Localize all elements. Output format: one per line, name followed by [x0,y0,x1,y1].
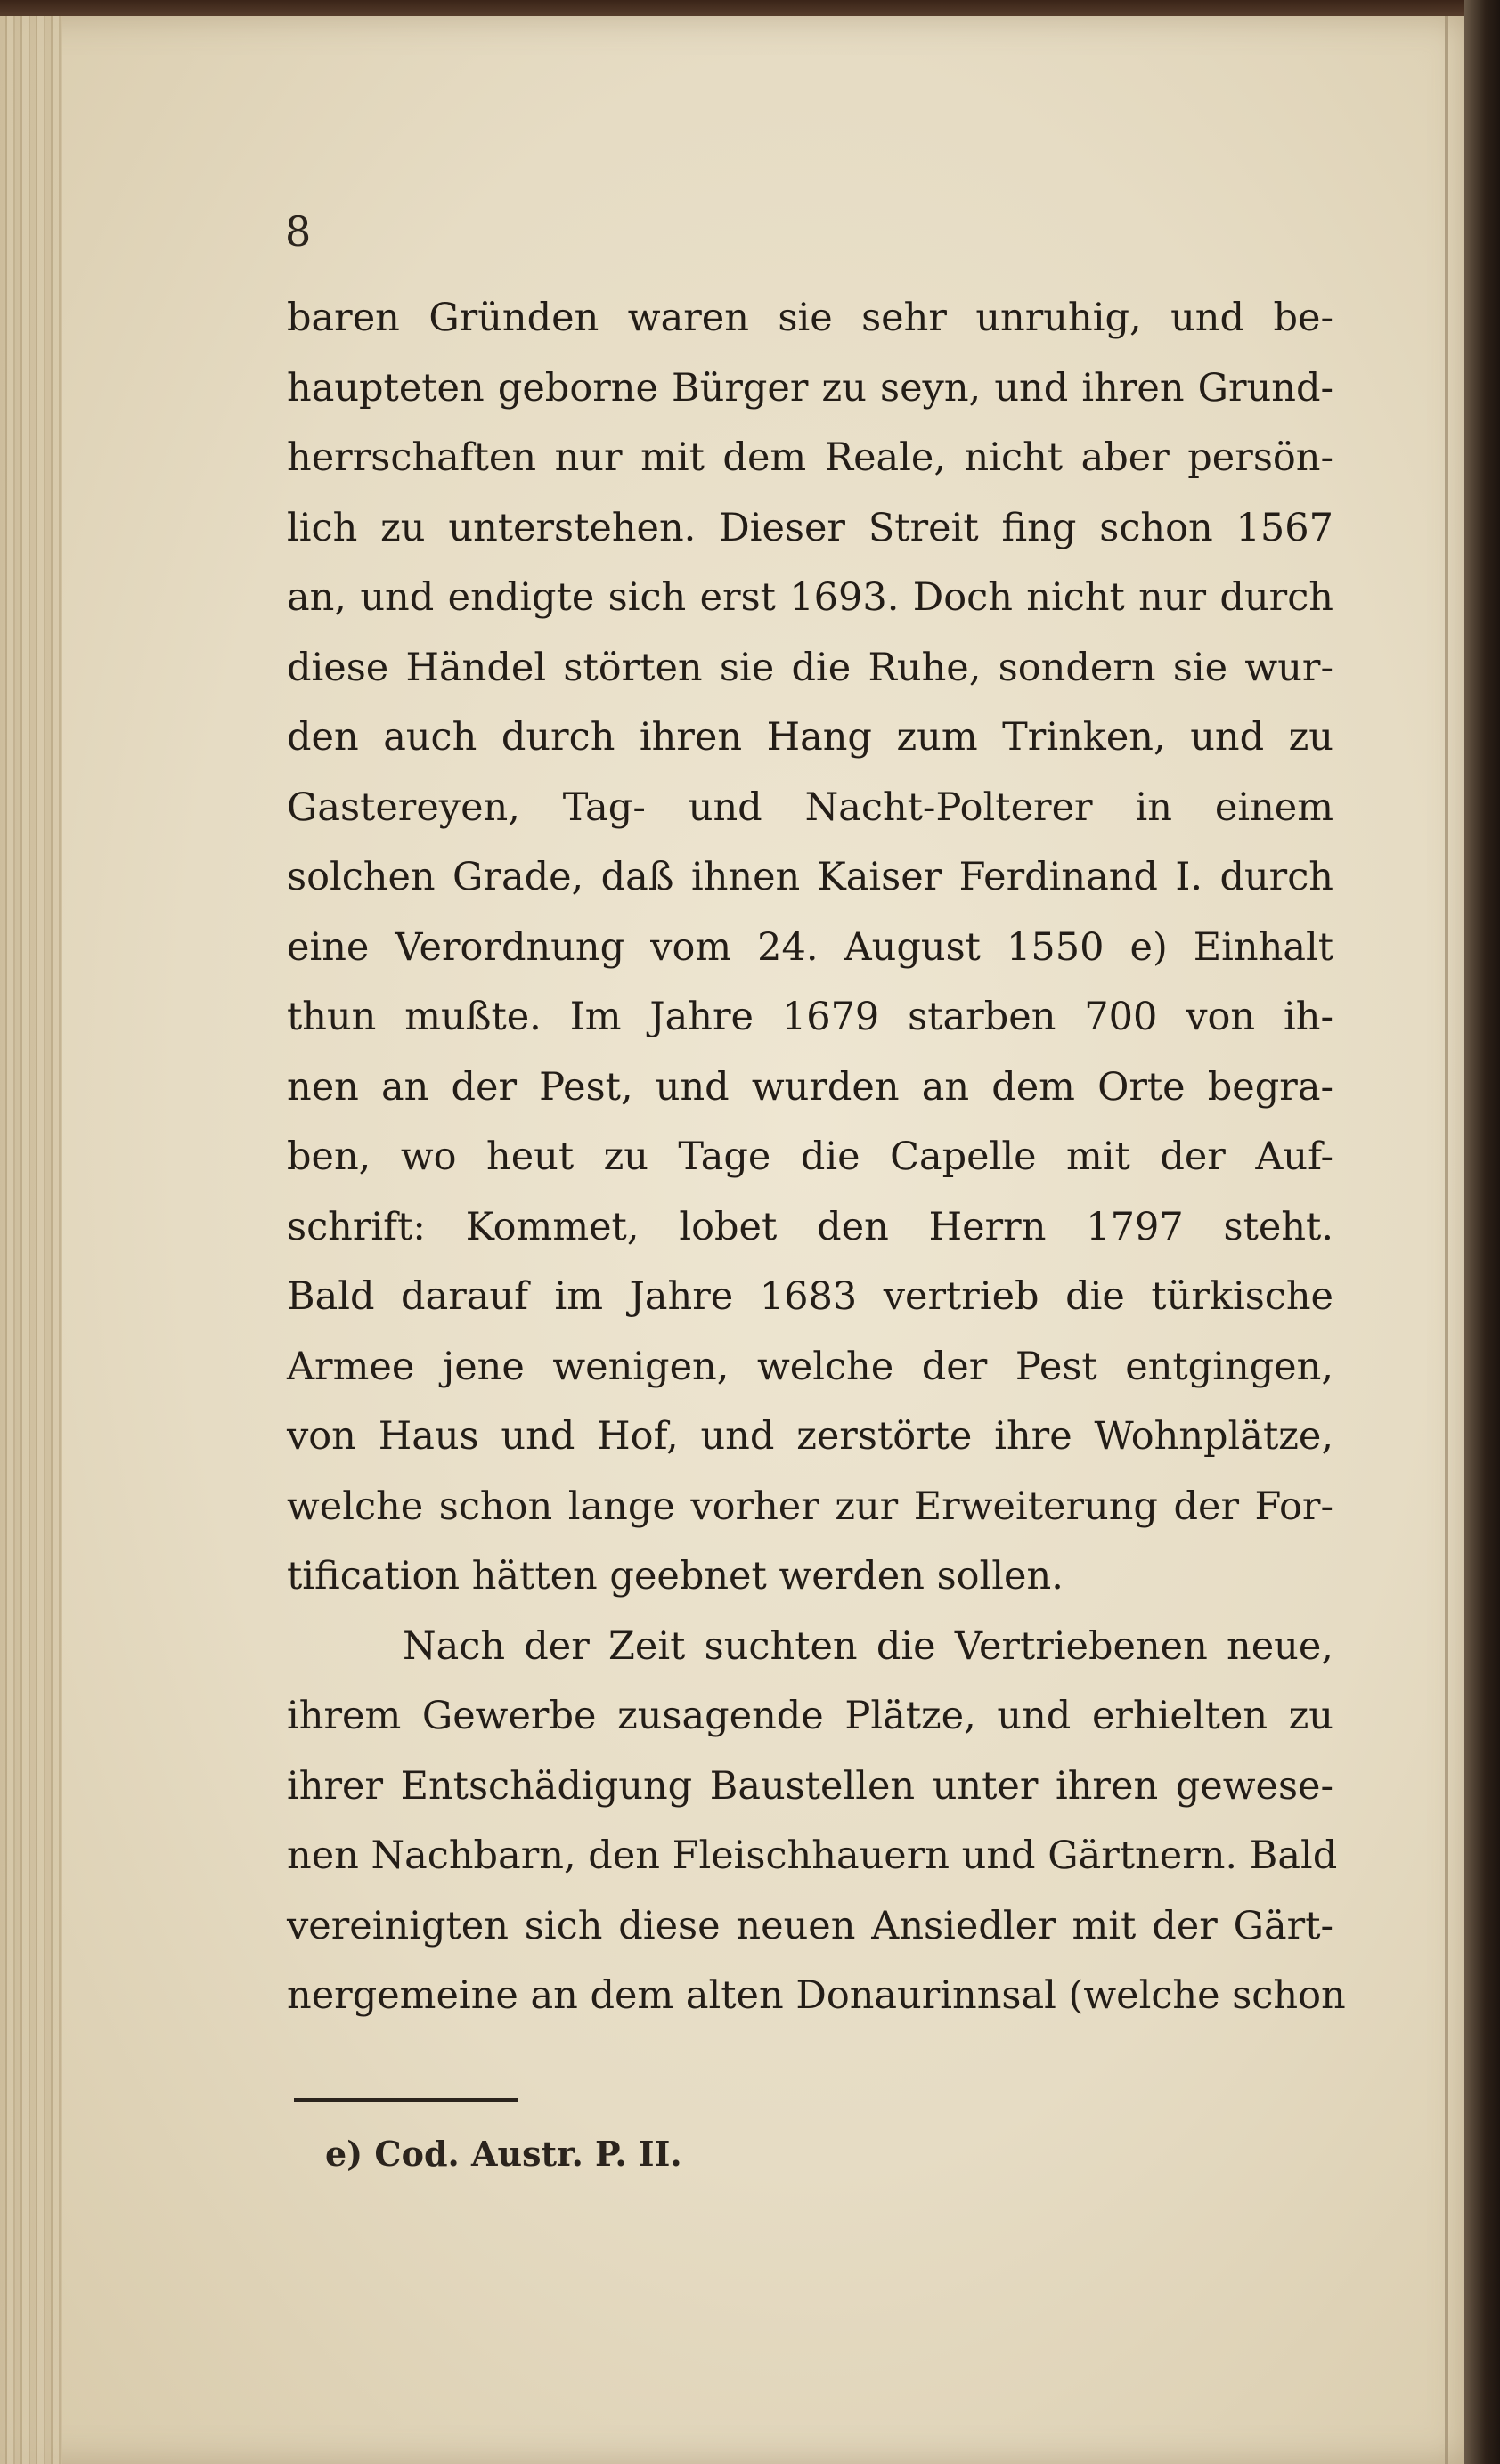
text-line: von Haus und Hof, und zerstörte ihre Wohnplätze, [287,1414,1333,1459]
text-line: Nach der Zeit suchten die Vertriebenen neue, [403,1623,1333,1669]
text-line: an, und endigte sich erst 1693. Doch nicht nur durch [287,575,1333,620]
text-line: haupteten geborne Bürger zu seyn, und ihren Grund- [287,365,1333,411]
page-number: 8 [285,207,312,256]
text-line: Gastereyen, Tag- und Nacht-Polterer in einem [287,785,1333,830]
page-gutter-edges [0,16,62,2464]
text-line: eine Verordnung vom 24. August 1550 e) Einhalt [287,924,1333,970]
text-line: thun mußte. Im Jahre 1679 starben 700 von ih- [287,995,1333,1039]
book-right-edge [1464,0,1500,2464]
text-line: tification hätten geebnet werden sollen. [287,1554,1064,1598]
text-line: nergemeine an dem alten Donaurinnsal (welche schon [287,1973,1346,2018]
book-page [0,16,1466,2464]
text-line: ben, wo heut zu Tage die Capelle mit der Auf- [287,1134,1333,1179]
text-line: ihrem Gewerbe zusagende Plätze, und erhielten zu [287,1694,1333,1738]
text-line: nen an der Pest, und wurden an dem Orte begra- [287,1064,1333,1110]
page-right-edge [1445,16,1448,2464]
text-line: nen Nachbarn, den Fleischhauern und Gärtnern. Bald [287,1834,1338,1878]
text-line: den auch durch ihren Hang zum Trinken, und zu [287,715,1333,760]
text-line: Armee jene wenigen, welche der Pest entgingen, [287,1344,1333,1389]
text-line: solchen Grade, daß ihnen Kaiser Ferdinand I. durch [287,855,1333,899]
text-line: schrift: Kommet, lobet den Herrn 1797 steht. [287,1204,1333,1249]
text-line: baren Gründen waren sie sehr unruhig, und be- [287,296,1333,340]
text-line: lich zu unterstehen. Dieser Streit fing schon 1567 [287,505,1333,550]
footnote: e) Cod. Austr. P. II. [325,2134,682,2174]
text-line: herrschaften nur mit dem Reale, nicht aber persön- [287,435,1333,480]
text-line: Bald darauf im Jahre 1683 vertrieb die türkische [287,1274,1333,1319]
footnote-rule [294,2098,518,2102]
body-text [287,283,1346,2031]
text-line: vereinigten sich diese neuen Ansiedler mit der Gärt- [287,1903,1333,1948]
text-line: welche schon lange vorher zur Erweiterung der For- [287,1484,1333,1529]
text-line: ihrer Entschädigung Baustellen unter ihren gewese- [287,1763,1333,1809]
text-line: diese Händel störten sie die Ruhe, sondern sie wur- [287,645,1333,690]
